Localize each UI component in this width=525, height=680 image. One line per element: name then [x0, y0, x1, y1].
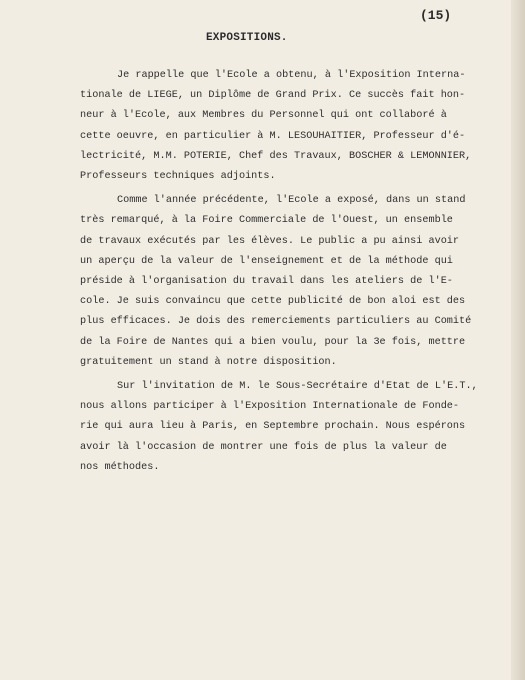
paragraph-exposition-fonderie — [80, 377, 500, 478]
body-text — [80, 66, 500, 478]
text-line: Sur l'invitation de M. le Sous-Secrétaire d'Etat de L'E.T., — [117, 381, 478, 393]
text-line: très remarqué, à la Foire Commerciale de l'Ouest, un ensemble — [80, 215, 453, 227]
text-line: Comme l'année précédente, l'Ecole a exposé, dans un stand — [117, 195, 466, 207]
text-line: avoir là l'occasion de montrer une fois de plus la valeur de — [80, 441, 447, 453]
text-line: préside à l'organisation du travail dans les ateliers de l'E- — [80, 276, 453, 288]
text-line: de la Foire de Nantes qui a bien voulu, pour la 3e fois, mettre — [80, 336, 466, 348]
text-line: nous allons participer à l'Exposition Internationale de Fonde- — [80, 401, 460, 413]
text-line: rie qui aura lieu à Paris, en Septembre prochain. Nous espérons — [80, 421, 466, 433]
text-line: neur à l'Ecole, aux Membres du Personnel qui ont collaboré à — [80, 110, 447, 122]
text-line: cole. Je suis convaincu que cette publicité de bon aloi est des — [80, 296, 466, 308]
text-line: nos méthodes. — [80, 461, 160, 473]
section-heading: EXPOSITIONS. — [206, 32, 288, 44]
page-number: (15) — [420, 8, 452, 23]
text-line: un aperçu de la valeur de l'enseignement et de la méthode qui — [80, 255, 453, 267]
paragraph-grand-prix — [80, 66, 500, 187]
text-line: Je rappelle que l'Ecole a obtenu, à l'Exposition Interna- — [117, 70, 466, 81]
text-line: plus efficaces. Je dois des remerciements particuliers au Comité — [80, 316, 472, 328]
text-line: de travaux exécutés par les élèves. Le public a pu ainsi avoir — [80, 235, 460, 247]
text-line: cette oeuvre, en particulier à M. LESOUHAITIER, Professeur d'é- — [80, 130, 466, 142]
text-line: gratuitement un stand à notre disposition. — [80, 356, 337, 368]
paragraph-foire-commerciale — [80, 191, 500, 373]
text-line: lectricité, M.M. POTERIE, Chef des Travaux, BOSCHER & LEMONNIER, — [80, 150, 472, 162]
text-line: tionale de LIEGE, un Diplôme de Grand Prix. Ce succès fait hon- — [80, 90, 466, 102]
text-line: Professeurs techniques adjoints. — [80, 171, 276, 183]
page-edge-shadow — [511, 0, 525, 680]
